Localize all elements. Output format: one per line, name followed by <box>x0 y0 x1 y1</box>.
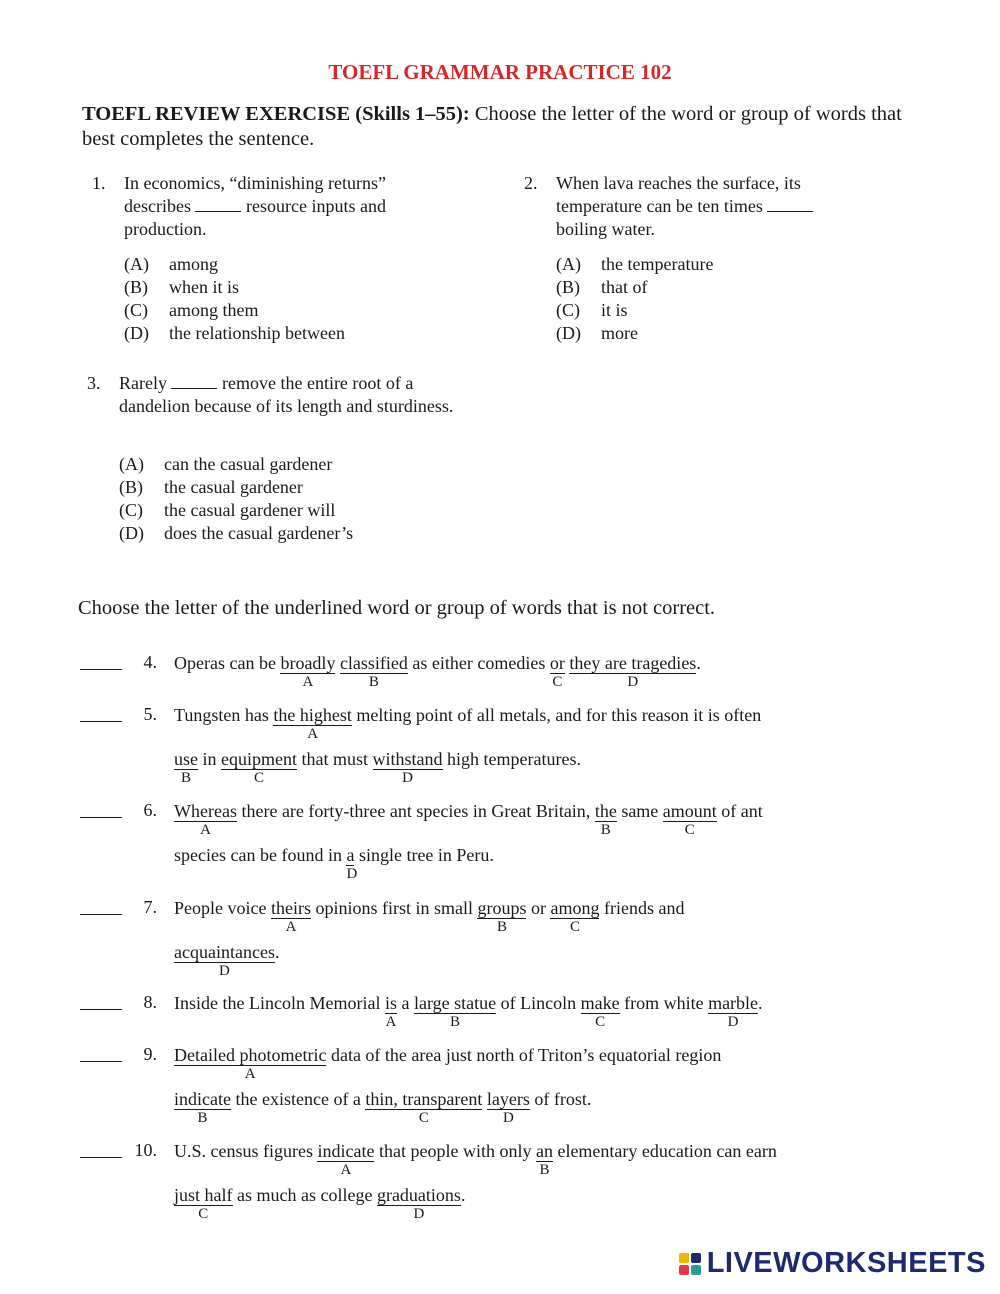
sentence-line <box>174 1044 722 1082</box>
choice-label: C <box>569 919 580 935</box>
logo-square <box>691 1253 701 1263</box>
sentence-text: opinions first in small <box>310 898 478 918</box>
choice-text: broadly <box>280 653 336 673</box>
option-b[interactable] <box>556 276 648 299</box>
stem-text: In economics, “diminishing returns” describes <box>124 173 386 216</box>
choice-text: indicate <box>317 1141 375 1161</box>
underlined-choice-d[interactable] <box>708 993 759 1030</box>
stem-text: remove the entire root of a dandelion because of its length and sturdiness. <box>119 373 454 416</box>
part2-instruction: Choose the letter of the underlined word or group of words that is not correct. <box>78 597 716 619</box>
sentence-text: from white <box>619 993 709 1013</box>
choice-text: a <box>346 845 355 865</box>
sentence-line <box>174 800 763 838</box>
choice-text: groups <box>477 898 527 918</box>
choice-label: B <box>368 674 379 690</box>
sentence-text: of Lincoln <box>496 993 581 1013</box>
option-c[interactable] <box>556 299 628 322</box>
choice-label: D <box>627 674 639 690</box>
answer-blank <box>195 211 241 212</box>
sentence-text: melting point of all metals, and for this reason it is often <box>351 705 762 725</box>
logo-square <box>679 1265 689 1275</box>
option-letter: (C) <box>124 300 148 320</box>
underlined-choice-c[interactable] <box>174 1185 233 1222</box>
choice-text: Detailed photometric <box>174 1045 327 1065</box>
underlined-choice-d[interactable] <box>174 942 275 979</box>
sentence-line <box>174 704 762 742</box>
sentence-line <box>174 748 581 786</box>
question-number: 2. <box>524 173 538 193</box>
question-number: 7. <box>143 897 157 917</box>
intro-instruction <box>82 102 904 152</box>
option-a[interactable] <box>124 253 218 276</box>
underlined-choice-d[interactable] <box>486 1089 530 1126</box>
option-d[interactable] <box>119 522 353 545</box>
underlined-choice-c[interactable] <box>221 749 297 786</box>
choice-label: D <box>402 770 413 786</box>
sentence-text: . <box>274 942 280 962</box>
sentence-line <box>174 1088 592 1126</box>
intro-text: Choose the letter of the word or group of words that best completes the sentence. <box>82 103 902 150</box>
underlined-choice-b[interactable] <box>594 801 617 838</box>
sentence-line <box>174 1140 777 1178</box>
sentence-text: that must <box>297 749 373 769</box>
choice-label: D <box>727 1014 739 1030</box>
sentence-line <box>174 844 494 882</box>
sentence-text: species can be found in <box>174 845 347 865</box>
choice-text: large statue <box>413 993 497 1013</box>
choice-text: amount <box>662 801 717 821</box>
sentence-text: friends and <box>599 898 685 918</box>
option-letter: (C) <box>119 500 143 520</box>
choice-text: or <box>549 653 565 673</box>
choice-label: D <box>346 866 358 882</box>
option-text: it is <box>601 300 628 320</box>
stem-text: boiling water. <box>556 219 655 239</box>
option-letter: (D) <box>119 523 144 543</box>
sentence-text: as either comedies <box>407 653 550 673</box>
underlined-choice-b[interactable] <box>174 1089 231 1126</box>
sentence-text: . <box>758 993 763 1013</box>
choice-text: equipment <box>221 749 297 769</box>
underlined-choice-a[interactable] <box>273 705 352 742</box>
option-letter: (B) <box>124 277 148 297</box>
choice-text: use <box>174 749 198 769</box>
choice-label: B <box>197 1110 208 1126</box>
question-stem <box>556 172 866 241</box>
choice-label: C <box>595 1014 606 1030</box>
answer-blank-line[interactable] <box>80 914 122 915</box>
choice-label: A <box>302 674 314 690</box>
choice-label: C <box>552 674 563 690</box>
option-c[interactable] <box>124 299 258 322</box>
underlined-choice-d[interactable] <box>346 845 358 882</box>
underlined-choice-b[interactable] <box>174 749 198 786</box>
sentence-text: a <box>396 993 414 1013</box>
sentence-text: high temperatures. <box>442 749 581 769</box>
choice-text: among <box>550 898 600 918</box>
underlined-choice-a[interactable] <box>270 898 311 935</box>
choice-text: acquaintances <box>174 942 275 962</box>
question-number: 5. <box>143 704 157 724</box>
answer-blank <box>171 388 217 389</box>
sentence-text: Inside the Lincoln Memorial <box>174 993 385 1013</box>
option-letter: (A) <box>124 254 149 274</box>
choice-text: graduations <box>376 1185 461 1205</box>
option-text: can the casual gardener <box>164 454 333 474</box>
underlined-choice-b[interactable] <box>477 898 527 935</box>
question-number: 4. <box>143 652 157 672</box>
logo-text: LIVEWORKSHEETS <box>706 1247 986 1279</box>
choice-text: the highest <box>273 705 352 725</box>
underlined-choice-c[interactable] <box>549 653 565 690</box>
option-text: the relationship between <box>169 323 345 343</box>
question-number: 1. <box>92 173 106 193</box>
choice-text: layers <box>486 1089 530 1109</box>
sentence-text: as much as college <box>232 1185 377 1205</box>
choice-label: A <box>340 1162 352 1178</box>
option-b[interactable] <box>124 276 239 299</box>
option-text: more <box>601 323 638 343</box>
choice-text: they are tragedies <box>569 653 697 673</box>
answer-blank-line[interactable] <box>80 817 122 818</box>
sentence-text: single tree in Peru. <box>354 845 494 865</box>
liveworksheets-logo <box>679 1247 986 1280</box>
choice-text: marble <box>708 993 759 1013</box>
underlined-choice-a[interactable] <box>174 801 237 838</box>
sentence-line <box>174 897 685 935</box>
choice-text: is <box>384 993 397 1013</box>
option-a[interactable] <box>119 453 332 476</box>
choice-text: Whereas <box>174 801 237 821</box>
sentence-text: data of the area just north of Triton’s equatorial region <box>326 1045 722 1065</box>
option-letter: (D) <box>556 323 581 343</box>
sentence-text: in <box>198 749 222 769</box>
choice-label: B <box>450 1014 461 1030</box>
option-d[interactable] <box>556 322 638 345</box>
option-b[interactable] <box>119 476 303 499</box>
sentence-text: People voice <box>174 898 271 918</box>
choice-label: C <box>254 770 265 786</box>
option-letter: (D) <box>124 323 149 343</box>
sentence-text: of frost. <box>529 1089 592 1109</box>
option-text: when it is <box>169 277 239 297</box>
choice-text: withstand <box>372 749 443 769</box>
sentence-text: elementary education can earn <box>552 1141 777 1161</box>
sentence-text: same <box>616 801 663 821</box>
option-text: the temperature <box>601 254 714 274</box>
underlined-choice-d[interactable] <box>569 653 697 690</box>
answer-blank-line[interactable] <box>80 1061 122 1062</box>
option-text: that of <box>601 277 648 297</box>
choice-label: A <box>200 822 211 838</box>
underlined-choice-b[interactable] <box>535 1141 553 1178</box>
choice-text: theirs <box>270 898 311 918</box>
choice-label: A <box>307 726 319 742</box>
underlined-choice-d[interactable] <box>376 1185 461 1222</box>
underlined-choice-a[interactable] <box>174 1045 327 1082</box>
choice-text: just half <box>174 1185 233 1205</box>
sentence-text: . <box>460 1185 466 1205</box>
sentence-line <box>174 652 701 690</box>
option-text: the casual gardener will <box>164 500 336 520</box>
underlined-choice-b[interactable] <box>339 653 408 690</box>
sentence-text: that people with only <box>374 1141 536 1161</box>
option-letter: (C) <box>556 300 580 320</box>
choice-label: A <box>244 1066 256 1082</box>
choice-label: B <box>539 1162 550 1178</box>
option-text: among <box>169 254 218 274</box>
sentence-text: . <box>696 653 701 673</box>
sentence-text: Operas can be <box>174 653 281 673</box>
choice-label: D <box>219 963 230 979</box>
option-text: does the casual gardener’s <box>164 523 354 543</box>
sentence-text: Tungsten has <box>174 705 274 725</box>
underlined-choice-a[interactable] <box>384 993 397 1030</box>
intro-heading: TOEFL REVIEW EXERCISE (Skills 1–55): <box>82 103 470 125</box>
option-d[interactable] <box>124 322 345 345</box>
choice-label: A <box>285 919 297 935</box>
underlined-choice-c[interactable] <box>550 898 600 935</box>
underlined-choice-a[interactable] <box>280 653 336 690</box>
option-a[interactable] <box>556 253 713 276</box>
choice-text: classified <box>339 653 408 673</box>
sentence-line <box>174 941 280 979</box>
question-number: 10. <box>134 1140 157 1160</box>
underlined-choice-c[interactable] <box>365 1089 483 1126</box>
sentence-line <box>174 992 763 1030</box>
choice-text: an <box>535 1141 553 1161</box>
choice-label: B <box>600 822 611 838</box>
choice-text: the <box>594 801 617 821</box>
choice-label: B <box>496 919 507 935</box>
underlined-choice-b[interactable] <box>413 993 497 1030</box>
question-number: 6. <box>143 800 157 820</box>
sentence-text: there are forty-three ant species in Great Britain, <box>236 801 595 821</box>
option-letter: (B) <box>119 477 143 497</box>
answer-blank <box>767 211 813 212</box>
question-number: 8. <box>143 992 157 1012</box>
stem-text: Rarely <box>119 373 167 393</box>
question-stem <box>124 172 454 241</box>
choice-text: indicate <box>174 1089 231 1109</box>
sentence-text: of ant <box>716 801 763 821</box>
stem-text: When lava reaches the surface, its temperature can be ten times <box>556 173 801 216</box>
choice-label: B <box>180 770 191 786</box>
underlined-choice-d[interactable] <box>372 749 443 786</box>
logo-square <box>679 1253 689 1263</box>
choice-text: make <box>580 993 620 1013</box>
option-letter: (A) <box>119 454 144 474</box>
option-letter: (B) <box>556 277 580 297</box>
logo-icon <box>679 1253 701 1275</box>
choice-label: C <box>684 822 695 838</box>
choice-label: C <box>198 1206 209 1222</box>
underlined-choice-c[interactable] <box>580 993 620 1030</box>
logo-square <box>691 1265 701 1275</box>
sentence-text: or <box>526 898 551 918</box>
question-stem <box>119 372 479 418</box>
question-number: 3. <box>87 373 101 393</box>
question-number: 9. <box>143 1044 157 1064</box>
underlined-choice-a[interactable] <box>317 1141 375 1178</box>
option-c[interactable] <box>119 499 335 522</box>
choice-label: D <box>413 1206 425 1222</box>
option-letter: (A) <box>556 254 581 274</box>
answer-blank-line[interactable] <box>80 1157 122 1158</box>
option-text: the casual gardener <box>164 477 303 497</box>
page-title: TOEFL GRAMMAR PRACTICE 102 <box>328 60 672 84</box>
answer-blank-line[interactable] <box>80 721 122 722</box>
sentence-text: the existence of a <box>230 1089 366 1109</box>
stem-text: resource inputs and production. <box>124 196 386 239</box>
sentence-text: U.S. census figures <box>174 1141 318 1161</box>
choice-label: C <box>418 1110 429 1126</box>
option-text: among them <box>169 300 259 320</box>
sentence-line <box>174 1184 466 1222</box>
choice-label: D <box>502 1110 514 1126</box>
answer-blank-line[interactable] <box>80 669 122 670</box>
answer-blank-line[interactable] <box>80 1009 122 1010</box>
choice-label: A <box>385 1014 397 1030</box>
underlined-choice-c[interactable] <box>662 801 717 838</box>
choice-text: thin, transparent <box>365 1089 483 1109</box>
